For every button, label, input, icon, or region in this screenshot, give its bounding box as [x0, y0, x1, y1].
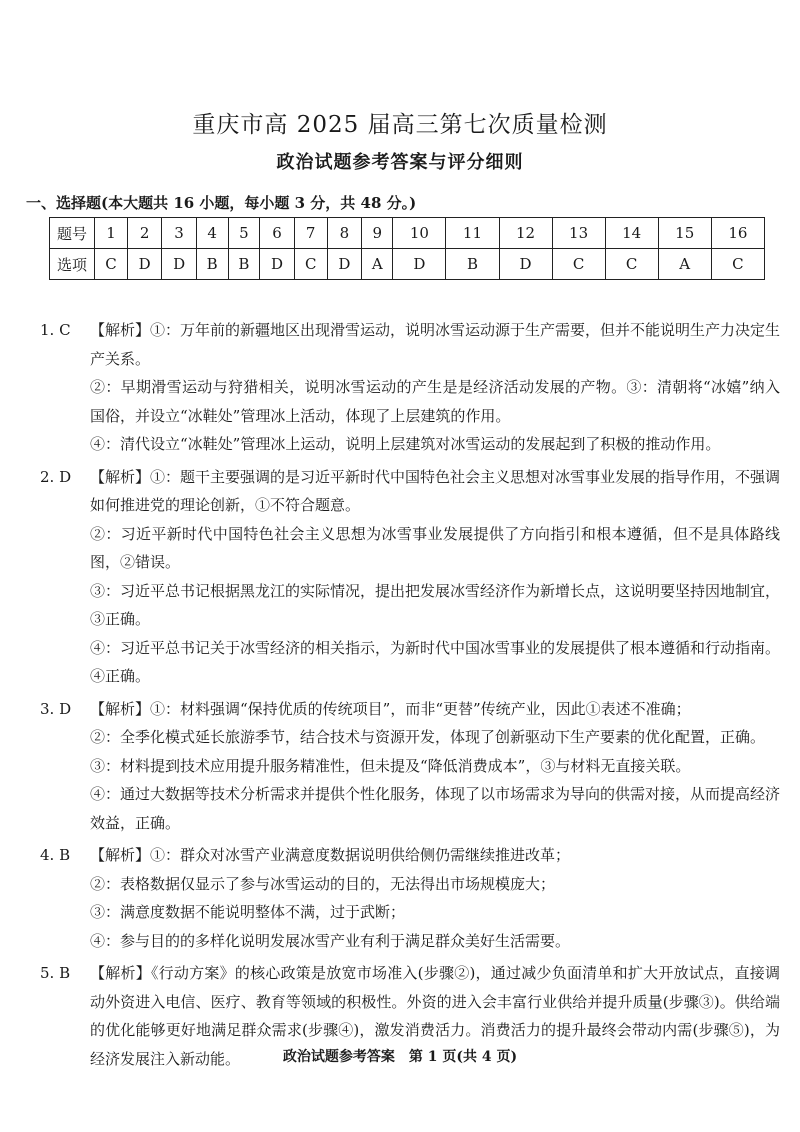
- explanation-number: 3. D: [40, 699, 72, 718]
- explanation-body: [90, 316, 780, 459]
- explanation-body: [90, 841, 780, 955]
- answer-table-answer-row: [50, 249, 765, 280]
- explanation-paragraph: 【解析】①：群众对冰雪产业满意度数据说明供给侧仍需继续推进改革；: [90, 846, 571, 864]
- answer-cell: C: [552, 249, 605, 280]
- question-number: 14: [605, 218, 658, 249]
- question-number: 4: [196, 218, 228, 249]
- question-number: 6: [260, 218, 294, 249]
- explanation-paragraph: 【解析】①：材料强调“保持优质的传统项目”，而非“更替”传统产业，因此①表述不准确；: [90, 699, 691, 718]
- explanation-paragraph: ④：习近平总书记关于冰雪经济的相关指示，为新时代中国冰雪事业的发展提供了根本遵循和行动指南。④正确。: [90, 638, 781, 685]
- answer-table: [49, 217, 765, 280]
- page-title: 重庆市高 2025 届高三第七次质量检测: [192, 112, 608, 138]
- answer-cell: D: [499, 249, 552, 280]
- answer-table-number-row: [50, 218, 765, 249]
- answer-cell: B: [446, 249, 499, 280]
- answer-cell: C: [294, 249, 327, 280]
- answer-cell: B: [196, 249, 228, 280]
- answer-cell: C: [605, 249, 658, 280]
- question-number: 16: [711, 218, 764, 249]
- answer-cell: D: [327, 249, 361, 280]
- explanation-item-4: [40, 841, 780, 955]
- explanation-paragraph: 【解析】《行动方案》的核心政策是放宽市场准入(步骤②)，通过减少负面清单和扩大开放试点，直接调动外资进入电信、医疗、教育等领域的积极性。外资的进入会丰富行业供给并提升质量(步骤③)。供给端的优化能够更好地满足群众需求(步骤④)，激发消费活力。消费活力的提升最终会带动内需(步骤⑤)，为经济发展注入新动能。: [90, 964, 780, 1068]
- explanation-number: 4. B: [40, 846, 71, 864]
- explanation-paragraph: ②：全季化模式延长旅游季节，结合技术与资源开发，体现了创新驱动下生产要素的优化配置，正确。: [90, 728, 766, 746]
- explanation-paragraph: ②：早期滑雪运动与狩猎相关，说明冰雪运动的产生是是经济活动发展的产物。③：清朝将“冰嬉”纳入国俗，并设立“冰鞋处”管理冰上活动，体现了上层建筑的作用。: [90, 378, 780, 425]
- explanation-number: 1. C: [40, 321, 71, 339]
- explanation-paragraph: 【解析】①：题干主要强调的是习近平新时代中国特色社会主义思想对冰雪事业发展的指导作用，不强调如何推进党的理论创新，①不符合题意。: [90, 467, 781, 514]
- question-number: 9: [362, 218, 393, 249]
- row-label-answer: 选项: [50, 249, 95, 280]
- explanation-number: 2. D: [40, 467, 72, 486]
- question-number: 5: [228, 218, 260, 249]
- answer-cell: B: [228, 249, 260, 280]
- question-number: 13: [552, 218, 605, 249]
- page-subtitle: 政治试题参考答案与评分细则: [276, 152, 524, 173]
- row-label-number: 题号: [50, 218, 95, 249]
- explanation-paragraph: ③：材料提到技术应用提升服务精准性，但未提及“降低消费成本”，③与材料无直接关联。: [90, 756, 691, 775]
- answer-cell: D: [260, 249, 294, 280]
- explanation-list: [40, 316, 780, 1077]
- explanation-body: [90, 463, 780, 691]
- explanation-paragraph: ④：清代设立“冰鞋处”管理冰上运动，说明上层建筑对冰雪运动的发展起到了积极的推动作用。: [90, 435, 721, 453]
- answer-cell: D: [393, 249, 446, 280]
- question-number: 7: [294, 218, 327, 249]
- answer-cell: C: [711, 249, 764, 280]
- explanation-item-3: [40, 695, 780, 838]
- explanation-paragraph: 【解析】①：万年前的新疆地区出现滑雪运动，说明冰雪运动源于生产需要，但并不能说明生产力决定生产关系。: [90, 321, 781, 368]
- answer-cell: A: [658, 249, 711, 280]
- answer-cell: D: [127, 249, 161, 280]
- explanation-paragraph: ②：习近平新时代中国特色社会主义思想为冰雪事业发展提供了方向指引和根本遵循，但不是具体路线图，②错误。: [90, 524, 780, 571]
- section-heading: 一、选择题(本大题共 16 小题，每小题 3 分，共 48 分。): [26, 194, 417, 212]
- explanation-item-1: [40, 316, 780, 459]
- explanation-number: 5. B: [40, 964, 71, 982]
- answer-cell: A: [362, 249, 393, 280]
- question-number: 11: [446, 218, 499, 249]
- explanation-item-2: [40, 463, 780, 691]
- explanation-paragraph: ④：通过大数据等技术分析需求并提供个性化服务，体现了以市场需求为导向的供需对接，从而提高经济效益，正确。: [90, 785, 781, 832]
- question-number: 10: [393, 218, 446, 249]
- question-number: 3: [162, 218, 196, 249]
- explanation-body: [90, 695, 780, 838]
- question-number: 12: [499, 218, 552, 249]
- explanation-paragraph: ③：满意度数据不能说明整体不满，过于武断；: [90, 903, 406, 921]
- explanation-paragraph: ④：参与目的的多样化说明发展冰雪产业有利于满足群众美好生活需要。: [90, 931, 571, 950]
- explanation-paragraph: ②：表格数据仅显示了参与冰雪运动的目的，无法得出市场规模庞大；: [90, 874, 556, 893]
- explanation-paragraph: ③：习近平总书记根据黑龙江的实际情况，提出把发展冰雪经济作为新增长点，这说明要坚持因地制宜，③正确。: [90, 581, 781, 628]
- question-number: 2: [127, 218, 161, 249]
- page-footer: 政治试题参考答案 第 1 页(共 4 页): [282, 1049, 518, 1065]
- answer-cell: C: [95, 249, 128, 280]
- question-number: 8: [327, 218, 361, 249]
- question-number: 1: [95, 218, 128, 249]
- question-number: 15: [658, 218, 711, 249]
- answer-cell: D: [162, 249, 196, 280]
